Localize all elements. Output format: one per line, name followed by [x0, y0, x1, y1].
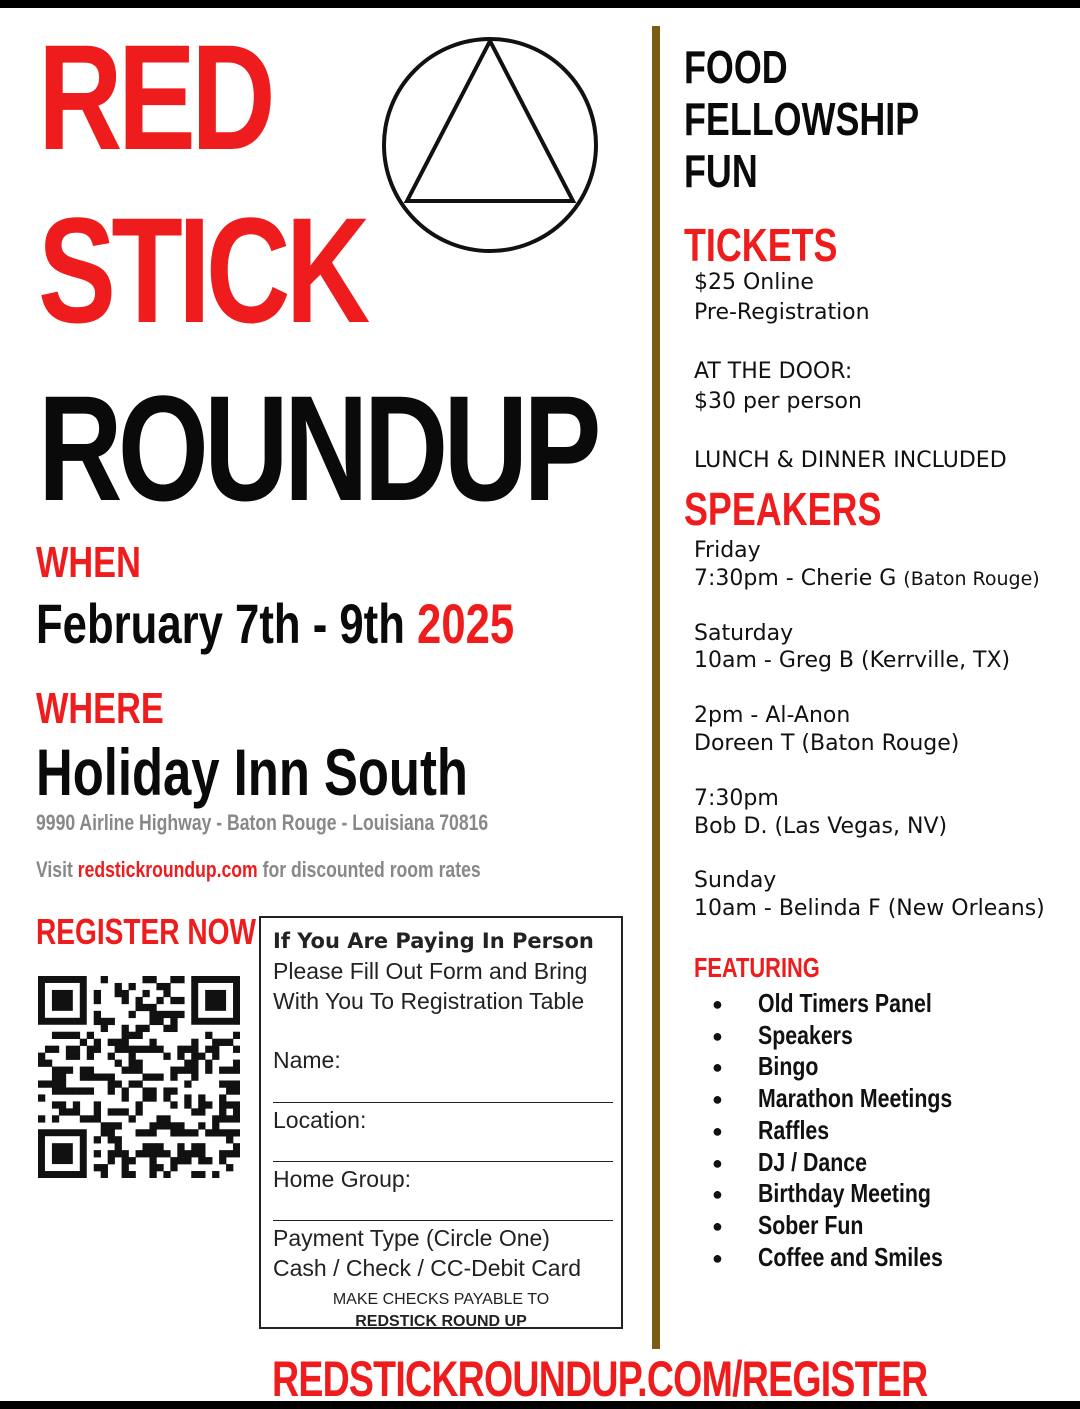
venue-address: 9990 Airline Highway - Baton Rouge - Louisiana 70816 [36, 810, 489, 835]
where-heading: WHERE [36, 684, 164, 733]
tagline-fellowship: FELLOWSHIP [684, 93, 920, 145]
speaker-saturday-1: 10am - Greg B (Kerrville, TX) [694, 648, 1011, 673]
visit-suffix: for discounted room rates [262, 857, 481, 882]
speakers-heading: SPEAKERS [684, 483, 882, 535]
speaker-sunday-1: 10am - Belinda F (New Orleans) [694, 896, 1045, 921]
featuring-item-label: Raffles [758, 1114, 830, 1145]
featuring-heading: FEATURING [694, 952, 820, 983]
form-instruction-2: With You To Registration Table [273, 988, 585, 1014]
featuring-item-label: Coffee and Smiles [758, 1241, 943, 1272]
speaker-friday-1 [694, 564, 1040, 594]
name-label: Name: [273, 1047, 341, 1073]
ticket-door-label: AT THE DOOR: [694, 359, 853, 384]
speaker-friday-day: Friday [694, 538, 761, 563]
title-red: RED [38, 13, 271, 181]
flyer [0, 8, 1080, 1401]
speaker-saturday-3a: 7:30pm [694, 786, 779, 811]
featuring-item-label: Speakers [758, 1019, 853, 1050]
featuring-item-label: DJ / Dance [758, 1146, 868, 1177]
featuring-item-label: Marathon Meetings [758, 1083, 953, 1114]
bullet-icon: ● [712, 1025, 723, 1046]
event-date-range: February 7th - 9th [36, 592, 405, 655]
tickets-heading: TICKETS [684, 219, 838, 271]
title-stick: STICK [38, 186, 366, 354]
visit-prefix: Visit [36, 857, 73, 882]
checks-payable-line-2: REDSTICK ROUND UP [355, 1313, 527, 1330]
ticket-online-price: $25 Online [694, 270, 814, 295]
location-label: Location: [273, 1107, 367, 1133]
speaker-saturday-day: Saturday [694, 621, 794, 646]
when-heading: WHEN [36, 538, 141, 587]
speaker-saturday-2a: 2pm - Al-Anon [694, 703, 851, 728]
bullet-icon: ● [712, 1152, 723, 1173]
qr-code-icon[interactable] [38, 976, 240, 1178]
payment-options: Cash / Check / CC-Debit Card [273, 1255, 582, 1281]
speaker-friday-1-loc: (Baton Rouge) [903, 568, 1040, 590]
register-url[interactable]: REDSTICKROUNDUP.COM/REGISTER [272, 1351, 928, 1401]
event-year: 2025 [417, 592, 515, 655]
bullet-icon: ● [712, 1120, 723, 1141]
ticket-online-note: Pre-Registration [694, 300, 870, 325]
home-group-line [273, 1220, 613, 1221]
speaker-friday-1-main: 7:30pm - Cherie G [694, 566, 897, 591]
bullet-icon: ● [712, 1215, 723, 1236]
form-title: If You Are Paying In Person [273, 929, 594, 953]
title-roundup: ROUNDUP [38, 364, 597, 532]
column-divider [652, 26, 660, 1349]
visit-line [36, 857, 481, 883]
location-line [273, 1161, 613, 1162]
featuring-item-label: Sober Fun [758, 1209, 864, 1240]
featuring-item-label: Old Timers Panel [758, 988, 932, 1018]
form-instruction-1: Please Fill Out Form and Bring [273, 958, 588, 984]
speaker-sunday-day: Sunday [694, 868, 777, 893]
event-dates [36, 591, 514, 656]
register-heading: REGISTER NOW [36, 911, 256, 952]
website-link[interactable]: redstickroundup.com [77, 857, 258, 882]
bullet-icon: ● [712, 1089, 723, 1110]
ticket-door-price: $30 per person [694, 389, 862, 414]
name-line [273, 1102, 613, 1103]
home-group-label: Home Group: [273, 1166, 412, 1192]
bullet-icon: ● [712, 1247, 723, 1268]
venue-name: Holiday Inn South [36, 735, 468, 809]
registration-form [259, 916, 623, 1329]
tagline-fun: FUN [684, 145, 758, 197]
featuring-item-label: Birthday Meeting [758, 1178, 931, 1209]
bullet-icon: ● [712, 1184, 723, 1205]
speaker-saturday-2b: Doreen T (Baton Rouge) [694, 731, 960, 756]
payment-label: Payment Type (Circle One) [273, 1225, 550, 1251]
featuring-item-label: Bingo [758, 1051, 819, 1082]
featuring-list [684, 988, 1064, 1288]
tagline-food: FOOD [684, 41, 788, 93]
bullet-icon: ● [712, 1057, 723, 1078]
meals-included: LUNCH & DINNER INCLUDED [694, 448, 1007, 473]
checks-payable-line-1: MAKE CHECKS PAYABLE TO [332, 1291, 550, 1308]
circle-triangle-icon [380, 35, 600, 255]
speaker-saturday-3b: Bob D. (Las Vegas, NV) [694, 814, 948, 839]
bullet-icon: ● [712, 994, 723, 1014]
